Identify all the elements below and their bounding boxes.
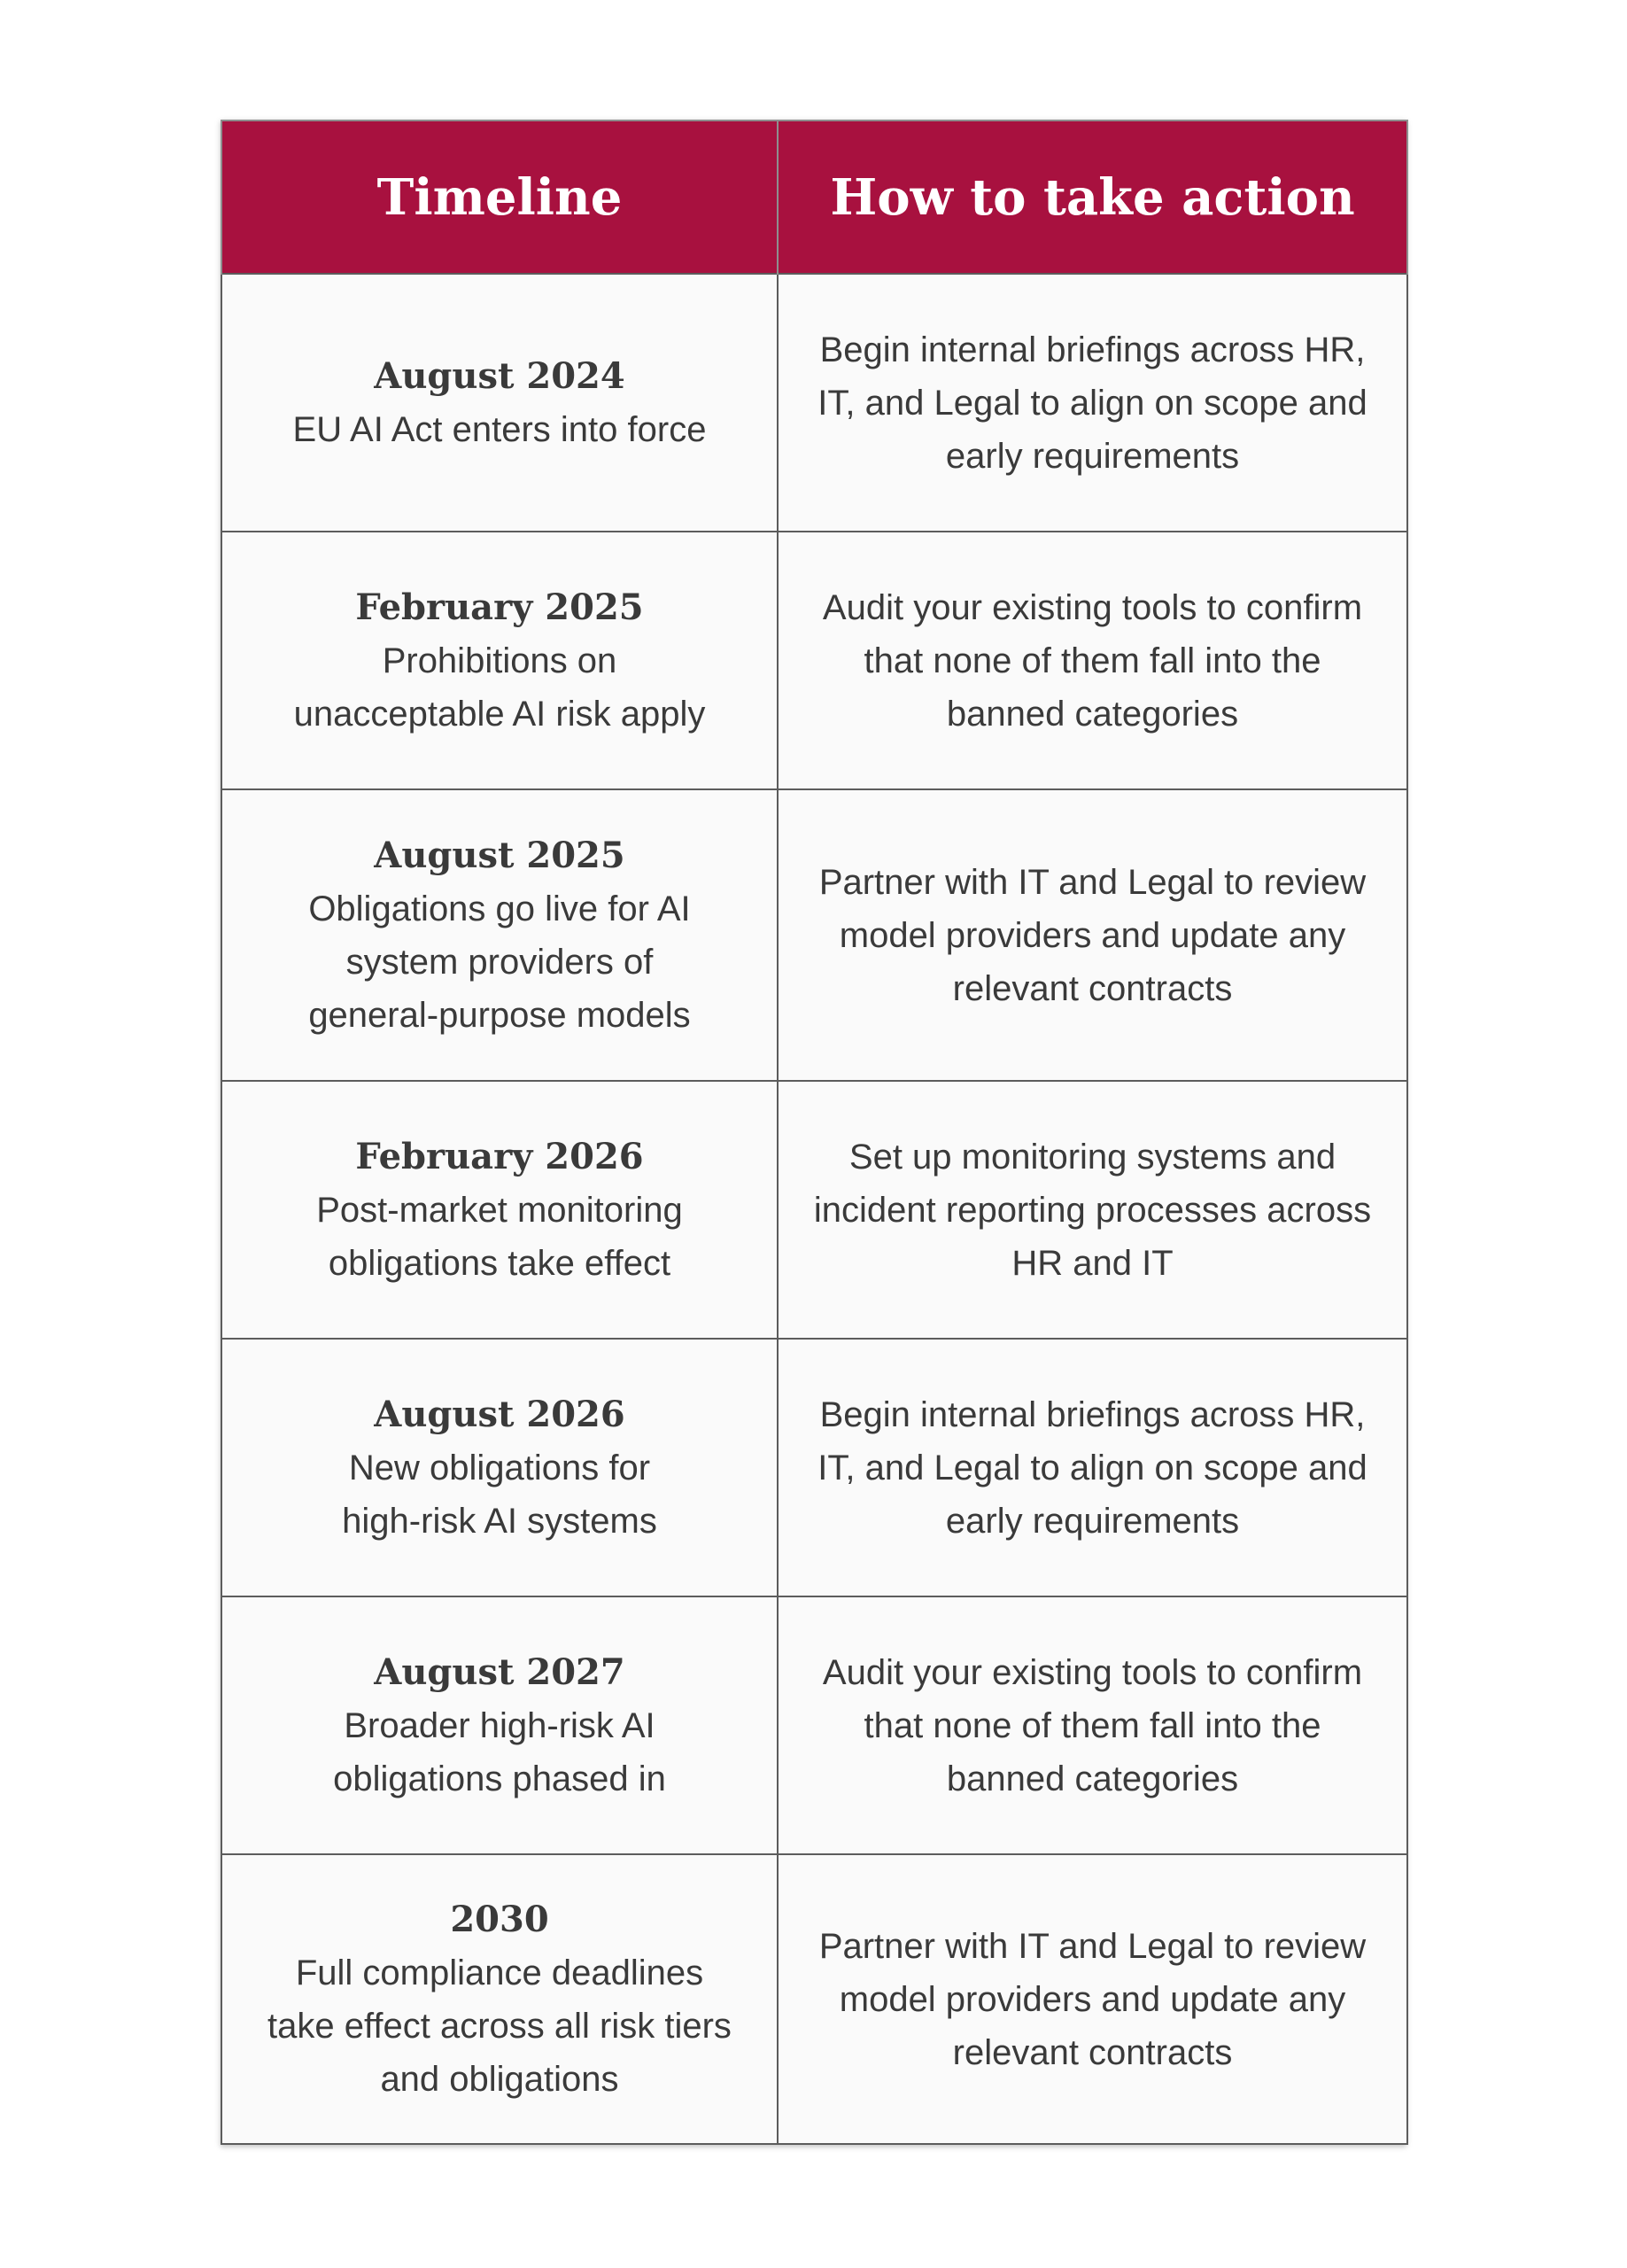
table-row bbox=[221, 1596, 1407, 1854]
action-cell: Audit your existing tools to confirm that none of them fall into the banned categories bbox=[778, 532, 1407, 789]
timeline-table bbox=[221, 120, 1408, 2145]
timeline-table-container bbox=[221, 120, 1406, 2145]
milestone-description: Post-market monitoring obligations take effect bbox=[316, 1190, 683, 1283]
action-cell: Begin internal briefings across HR, IT, and Legal to align on scope and early requirements bbox=[778, 1339, 1407, 1596]
milestone-description: Prohibitions on unacceptable AI risk apply bbox=[293, 641, 706, 734]
milestone-description: New obligations for high-risk AI systems bbox=[342, 1448, 657, 1541]
milestone-date: August 2027 bbox=[374, 1651, 625, 1693]
milestone-date: February 2025 bbox=[355, 586, 644, 628]
header-timeline: Timeline bbox=[221, 120, 778, 274]
table-row bbox=[221, 1854, 1407, 2144]
timeline-cell bbox=[221, 1854, 778, 2144]
timeline-cell bbox=[221, 789, 778, 1081]
action-cell: Audit your existing tools to confirm that none of them fall into the banned categories bbox=[778, 1596, 1407, 1854]
milestone-date: 2030 bbox=[450, 1898, 549, 1940]
timeline-cell bbox=[221, 1081, 778, 1339]
table-row bbox=[221, 789, 1407, 1081]
timeline-cell bbox=[221, 274, 778, 532]
timeline-cell bbox=[221, 532, 778, 789]
milestone-date: August 2026 bbox=[374, 1393, 625, 1435]
milestone-description: EU AI Act enters into force bbox=[292, 409, 707, 449]
action-cell: Set up monitoring systems and incident reporting processes across HR and IT bbox=[778, 1081, 1407, 1339]
timeline-cell bbox=[221, 1596, 778, 1854]
table-row bbox=[221, 1339, 1407, 1596]
milestone-date: August 2024 bbox=[374, 354, 625, 397]
table-header-row bbox=[221, 120, 1407, 274]
table-row bbox=[221, 1081, 1407, 1339]
milestone-description: Broader high-risk AI obligations phased in bbox=[333, 1705, 666, 1798]
timeline-cell bbox=[221, 1339, 778, 1596]
milestone-description: Obligations go live for AI system providers of general-purpose models bbox=[308, 889, 691, 1035]
table-row bbox=[221, 274, 1407, 532]
action-cell: Partner with IT and Legal to review model providers and update any relevant contracts bbox=[778, 789, 1407, 1081]
action-cell: Begin internal briefings across HR, IT, and Legal to align on scope and early requirements bbox=[778, 274, 1407, 532]
milestone-date: February 2026 bbox=[355, 1135, 644, 1177]
milestone-description: Full compliance deadlines take effect across all risk tiers and obligations bbox=[267, 1953, 732, 2099]
action-cell: Partner with IT and Legal to review model providers and update any relevant contracts bbox=[778, 1854, 1407, 2144]
milestone-date: August 2025 bbox=[374, 834, 625, 876]
header-how-to-take-action: How to take action bbox=[778, 120, 1407, 274]
table-row bbox=[221, 532, 1407, 789]
